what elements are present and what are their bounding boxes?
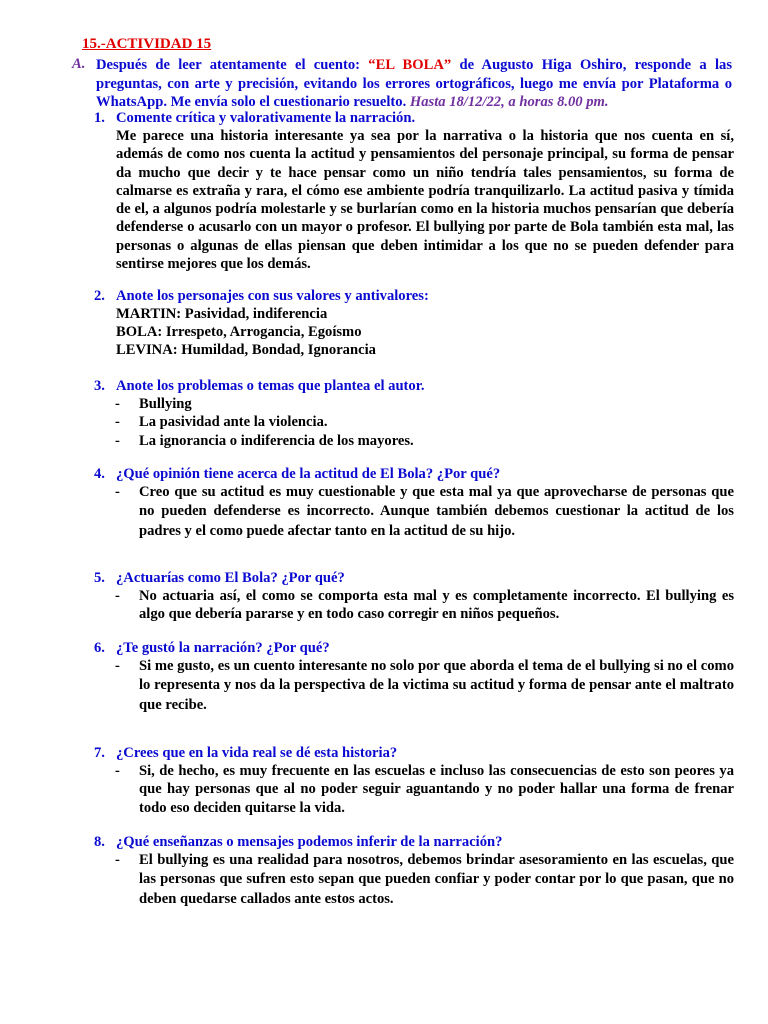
- question-4: [94, 465, 734, 541]
- list-item: - La pasividad ante la violencia.: [115, 414, 328, 431]
- intro-text-after: de Augusto Higa Oshiro, responde a las preguntas, con arte y precisión, evitando los errores ortográficos, luego me envía por Plataforma o WhatsApp. Me envía solo el cuestionario resuelto.: [96, 57, 732, 110]
- question-number: 3.: [94, 378, 105, 394]
- question-text: Comente crítica y valorativamente la narración.: [116, 110, 416, 126]
- list-item: - Bullying: [115, 396, 192, 412]
- question-7: [94, 744, 734, 817]
- question-number: 2.: [94, 288, 105, 304]
- list-item: - El bullying es una realidad para nosotros, debemos brindar asesoramiento en las escuelas, que las personas que sufren esto sepan que pueden confiar y poder contar por lo que pasan, que no deben quedarse callados ante estos actos.: [115, 852, 734, 907]
- question-text: Anote los problemas o temas que plantea el autor.: [116, 378, 425, 394]
- question-1: [94, 109, 734, 273]
- question-6: [94, 639, 734, 715]
- deadline: Hasta 18/12/22, a horas 8.00 pm.: [409, 94, 609, 110]
- list-item: - Si me gusto, es un cuento interesante no solo por que aborda el tema de el bullying si no el como lo representa y nos da la perspectiva de la victima su actitud y forma de pensar ante el maltrato que recibe.: [115, 658, 734, 713]
- question-number: 7.: [94, 745, 105, 761]
- question-number: 8.: [94, 834, 105, 850]
- character-line: BOLA: Irrespeto, Arrogancia, Egoísmo: [116, 324, 362, 340]
- question-8: [94, 833, 734, 909]
- character-line: MARTIN: Pasividad, indiferencia: [116, 306, 328, 322]
- character-line: LEVINA: Humildad, Bondad, Ignorancia: [116, 342, 376, 358]
- question-text: ¿Qué enseñanzas o mensajes podemos inferir de la narración?: [116, 834, 503, 850]
- question-text: ¿Te gustó la narración? ¿Por qué?: [116, 640, 330, 656]
- intro-instructions: [96, 56, 732, 112]
- list-item: - Si, de hecho, es muy frecuente en las escuelas e incluso las consecuencias de esto son peores ya que hay personas que al no poder seguir aguantando y no poder hallar una forma de frenar todo eso deciden quitarse la vida.: [115, 763, 734, 816]
- question-number: 4.: [94, 466, 105, 482]
- intro-letter: A.: [72, 56, 86, 72]
- question-text: Anote los personajes con sus valores y antivalores:: [116, 288, 429, 304]
- list-item: - Creo que su actitud es muy cuestionable y que esta mal ya que aprovecharse de personas que no pueden defenderse es incorrecto. Aunque también debemos cuestionar la actitud de los padres y el como puede afectar tanto en la actitud de su hijo.: [115, 484, 734, 539]
- question-text: ¿Actuarías como El Bola? ¿Por qué?: [116, 570, 345, 586]
- list-item: - No actuaria así, el como se comporta esta mal y es completamente incorrecto. El bullying es algo que debería pararse y en todo caso corregir en niños pequeños.: [115, 588, 734, 623]
- story-title: “EL BOLA”: [368, 57, 452, 73]
- question-number: 1.: [94, 110, 105, 126]
- intro-text-before: Después de leer atentamente el cuento:: [96, 57, 369, 73]
- question-number: 6.: [94, 640, 105, 656]
- question-2: [94, 287, 734, 359]
- question-5: [94, 569, 734, 624]
- question-text: ¿Crees que en la vida real se dé esta historia?: [116, 745, 398, 761]
- question-number: 5.: [94, 570, 105, 586]
- answer-text: Me parece una historia interesante ya sea por la narrativa o la historia que nos cuenta en sí, además de como nos cuenta la actitud y pensamientos del personaje principal, su forma de pensar da mucho que decir y te hace pensar como un niño tendría tales pensamientos, su forma de calmarse es extraña y rara, el cómo ese ambiente podría tranquilizarlo. La actitud pasiva y tímida de el, a algunos podría molestarle y se burlarían como en la historia muchos pensarían que debería defenderse o acusarlo con un mayor o profesor. El bullying por parte de Bola también esta mal, las personas o algunas de ellas piensan que deben intimidar a los que no se pueden defender para sentirse mejores que los demás.: [116, 128, 734, 273]
- list-item: - La ignorancia o indiferencia de los mayores.: [115, 432, 414, 449]
- question-text: ¿Qué opinión tiene acerca de la actitud de El Bola? ¿Por qué?: [116, 466, 501, 482]
- question-3: [94, 377, 734, 450]
- activity-title: 15.-ACTIVIDAD 15: [82, 36, 212, 52]
